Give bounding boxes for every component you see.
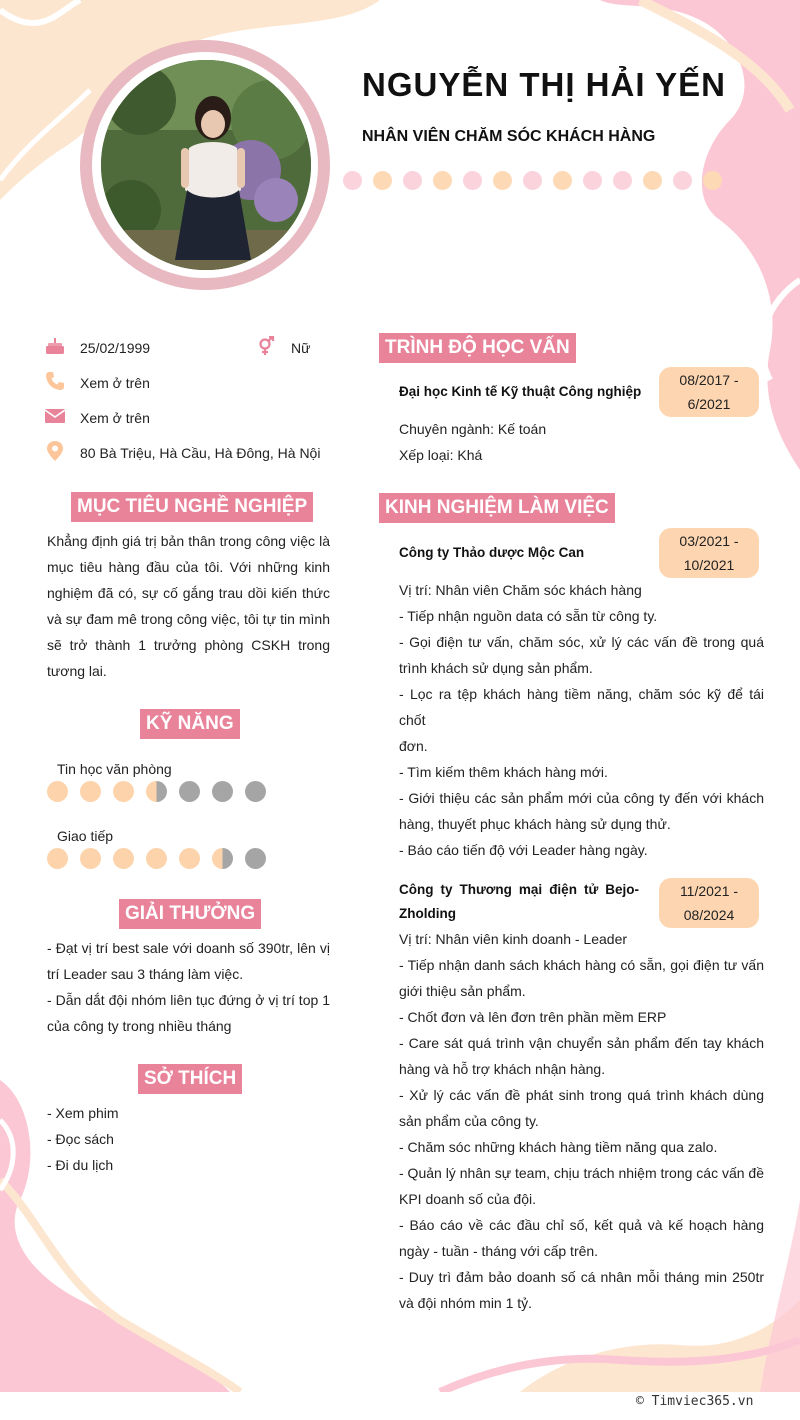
address-value: 80 Bà Triệu, Hà Cầu, Hà Đông, Hà Nội (80, 445, 321, 461)
experience-heading: KINH NGHIỆM LÀM VIỆC (379, 493, 615, 523)
skill-dot-full (47, 848, 68, 869)
job-detail-line: - Báo cáo tiến độ với Leader hàng ngày. (399, 842, 648, 858)
skill-dot-full (113, 848, 134, 869)
skill-label-communication: Giao tiếp (57, 828, 114, 844)
decorative-dot (703, 171, 722, 190)
job-detail-line: - Báo cáo về các đầu chỉ số, kết quả và kế hoạch hàng (399, 1217, 764, 1233)
skill-rating-office (47, 781, 266, 802)
skill-dot-half (212, 848, 233, 869)
job-detail-line: Vị trí: Nhân viên Chăm sóc khách hàng (399, 582, 642, 598)
profile-photo (101, 60, 311, 270)
job-detail-line: - Gọi điện tư vấn, chăm sóc, xử lý các vấn đề trong quá (399, 634, 764, 650)
hobby-line: - Đi du lịch (47, 1157, 114, 1173)
education-date-end: 6/2021 (687, 396, 731, 412)
decorative-dot (583, 171, 602, 190)
decorative-dot (493, 171, 512, 190)
education-details (399, 416, 764, 468)
objective-line: mục tiêu hàng đầu của tôi. Với những kinh (47, 559, 330, 575)
job-company (399, 541, 649, 565)
email-icon (45, 406, 65, 426)
decorative-dot (553, 171, 572, 190)
awards-heading: GIẢI THƯỞNG (119, 899, 261, 929)
objective-text (47, 528, 330, 684)
award-line: - Dẫn dắt đội nhóm liên tục đứng ở vị trí top 1 (47, 992, 330, 1008)
decorative-dots (343, 171, 722, 190)
skill-dot-full (179, 848, 200, 869)
job-detail-line: hàng, thuyết phục khách hàng sử dụng thử. (399, 816, 671, 832)
phone-value: Xem ở trên (80, 375, 150, 391)
job-detail-line: hàng và hỗ trợ khách nhận hàng. (399, 1061, 606, 1077)
objective-heading: MỤC TIÊU NGHỀ NGHIỆP (71, 492, 313, 522)
award-line: trí Leader sau 3 tháng làm việc. (47, 966, 244, 982)
job-detail-line: ngày - tuần - tháng với cấp trên. (399, 1243, 599, 1259)
decorative-dot (373, 171, 392, 190)
decorative-dot (673, 171, 692, 190)
skill-dot-full (146, 848, 167, 869)
job-detail-line: - Tìm kiếm thêm khách hàng mới. (399, 764, 608, 780)
watermark: © Timviec365.vn (636, 1394, 754, 1409)
job-detail-line: - Care sát quá trình vận chuyển sản phẩm đến tay khách (399, 1035, 764, 1051)
job-detail-line: - Chăm sóc những khách hàng tiềm năng qua zalo. (399, 1139, 718, 1155)
skill-dot-empty (179, 781, 200, 802)
job-detail-line: - Lọc ra tệp khách hàng tiềm năng, chăm sóc kỹ để tái chốt (399, 686, 764, 728)
decorative-dot (613, 171, 632, 190)
decorative-dot (523, 171, 542, 190)
education-date-start: 08/2017 - (679, 372, 739, 388)
job-details (399, 577, 764, 863)
job-detail-line: - Quản lý nhân sự team, chịu trách nhiệm trong các vấn đề (399, 1165, 765, 1181)
job-company-line1: Công ty Thương mại điện tử Bejo- (399, 882, 639, 897)
job-detail-line: sản phẩm của công ty. (399, 1113, 539, 1129)
job-detail-line: và đội nhóm min 1 tỷ. (399, 1295, 533, 1311)
skill-dot-full (80, 781, 101, 802)
job-detail-line: KPI doanh số của đội. (399, 1191, 536, 1207)
job-detail-line: Vị trí: Nhân viên kinh doanh - Leader (399, 931, 628, 947)
skill-dot-full (113, 781, 134, 802)
job-detail-line: - Xử lý các vấn đề phát sinh trong quá trình khách dùng (399, 1087, 764, 1103)
job-company (399, 878, 639, 926)
objective-line: sẽ trở thành 1 trưởng phòng CSKH trong (47, 637, 330, 653)
skill-dot-empty (245, 781, 266, 802)
decorative-dot (403, 171, 422, 190)
job-detail-line: - Giới thiệu các sản phẩm mới của công ty đến với khách (399, 790, 764, 806)
candidate-name: NGUYỄN THỊ HẢI YẾN (362, 66, 726, 103)
birthday-value: 25/02/1999 (80, 340, 151, 356)
decorative-dot (643, 171, 662, 190)
objective-line: và sự đam mê trong công việc, tôi tự tin mình (47, 611, 330, 627)
gender-value: Nữ (291, 340, 311, 356)
skill-dot-empty (212, 781, 233, 802)
email-value: Xem ở trên (80, 410, 150, 426)
job-detail-line: - Duy trì đảm bảo doanh số cá nhân mỗi tháng min 250tr (399, 1269, 764, 1285)
job-details (399, 926, 764, 1316)
job-detail-line: - Tiếp nhận danh sách khách hàng có sẵn, gọi điện tư vấn (399, 957, 764, 973)
job-detail-line: - Tiếp nhận nguồn data có sẵn từ công ty. (399, 608, 658, 624)
education-heading: TRÌNH ĐỘ HỌC VẤN (379, 333, 576, 363)
awards-text (47, 935, 330, 1039)
skill-dot-full (80, 848, 101, 869)
job-date-start: 11/2021 - (679, 883, 739, 899)
objective-line: tương lai. (47, 663, 107, 679)
objective-line: nghiệm đã có, sự cố gắng trau dồi kiến thức (47, 585, 330, 601)
objective-line: Khẳng định giá trị bản thân trong công việc là (47, 533, 330, 549)
decorative-dot (463, 171, 482, 190)
phone-icon (45, 371, 65, 391)
education-line: Xếp loại: Khá (399, 447, 483, 463)
job-date-end: 10/2021 (683, 557, 735, 573)
education-date-badge (659, 367, 759, 417)
skill-rating-communication (47, 848, 266, 869)
hobbies-text (47, 1100, 330, 1178)
hobby-line: - Đọc sách (47, 1131, 114, 1147)
skill-dot-half (146, 781, 167, 802)
job-company-line2: Zholding (399, 906, 456, 921)
decorative-dot (433, 171, 452, 190)
hobby-line: - Xem phim (47, 1105, 119, 1121)
decorative-dot (343, 171, 362, 190)
gender-icon (256, 336, 276, 356)
location-pin-icon (45, 441, 65, 461)
job-title: NHÂN VIÊN CHĂM SÓC KHÁCH HÀNG (362, 128, 656, 145)
job-date-end: 08/2024 (683, 907, 735, 923)
education-line: Chuyên ngành: Kế toán (399, 421, 547, 437)
skills-heading: KỸ NĂNG (140, 709, 240, 739)
school-name: Đại học Kinh tế Kỹ thuật Công nghiệp (399, 384, 642, 399)
job-detail-line: giới thiệu sản phẩm. (399, 983, 526, 999)
job-date-badge (659, 878, 759, 928)
job-detail-line: - Chốt đơn và lên đơn trên phần mềm ERP (399, 1009, 667, 1025)
award-line: - Đạt vị trí best sale với doanh số 390tr, lên vị (47, 940, 330, 956)
skill-label-office: Tin học văn phòng (57, 761, 172, 777)
job-detail-line: đơn. (399, 738, 428, 754)
award-line: của công ty trong nhiều tháng (47, 1018, 232, 1034)
job-detail-line: trình khách sử dụng sản phẩm. (399, 660, 593, 676)
hobbies-heading: SỞ THÍCH (138, 1064, 242, 1094)
job-date-start: 03/2021 - (679, 533, 739, 549)
job-company-line1: Công ty Thảo dược Mộc Can (399, 545, 585, 560)
job-date-badge (659, 528, 759, 578)
birthday-cake-icon (45, 336, 65, 356)
skill-dot-empty (245, 848, 266, 869)
skill-dot-full (47, 781, 68, 802)
